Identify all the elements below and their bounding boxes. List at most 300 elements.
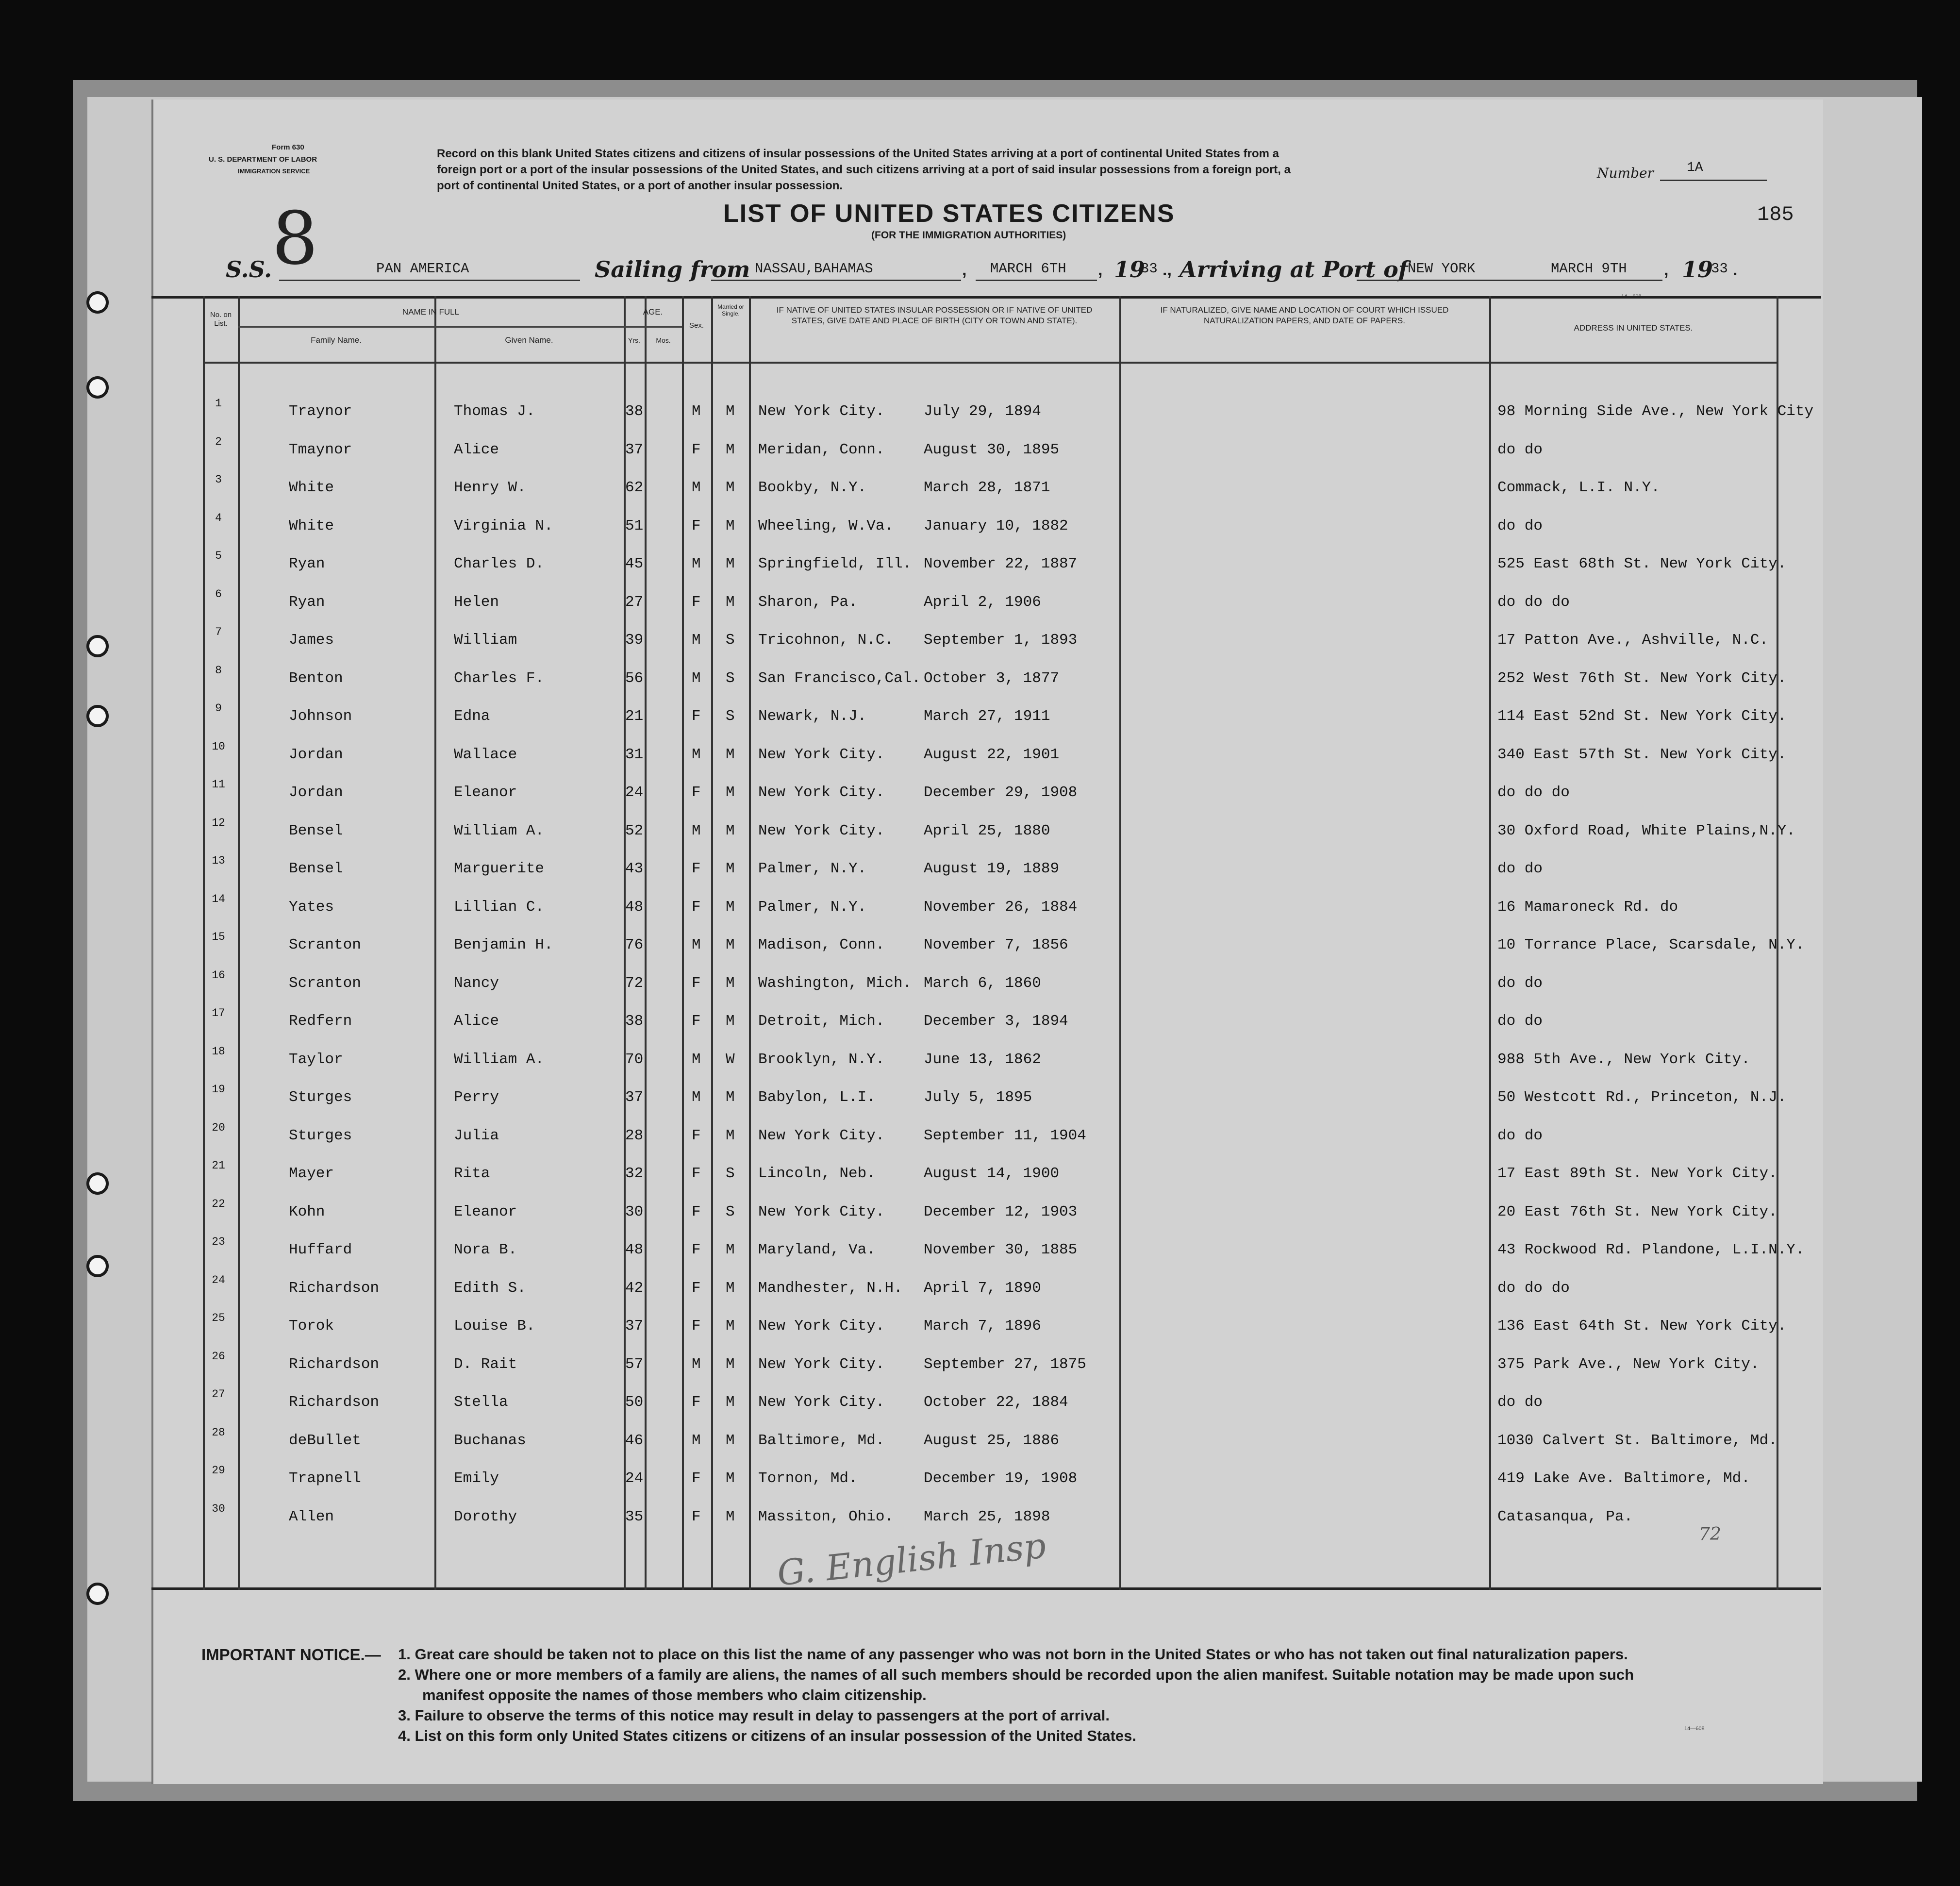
row-place: New York City. [758,1355,885,1373]
row-ms: M [726,822,735,839]
row-place: New York City. [758,822,885,839]
row-ms: W [726,1051,735,1068]
col-years: Yrs. [628,336,640,344]
row-address: 340 East 57th St. New York City. [1497,746,1787,763]
row-date: November 30, 1885 [924,1241,1078,1258]
row-date: April 25, 1880 [924,822,1050,839]
row-given: Marguerite [454,860,545,877]
row-age: 37 [625,441,644,458]
row-no: 7 [215,626,222,638]
row-address: do do [1497,517,1543,534]
row-age: 52 [625,822,644,839]
row-given: Nancy [454,974,499,992]
row-ms: M [726,1394,735,1411]
col-divider [1489,296,1491,1590]
row-address: do do [1497,1013,1543,1030]
row-place: Sharon, Pa. [758,593,858,611]
ship-name: PAN AMERICA [376,261,469,277]
row-place: San Francisco,Cal. [758,669,921,687]
row-address: 10 Torrance Place, Scarsdale, N.Y. [1497,936,1805,953]
service: IMMIGRATION SERVICE [238,167,310,175]
row-date: March 25, 1898 [924,1508,1050,1525]
row-date: September 27, 1875 [924,1355,1086,1373]
row-sex: F [692,1508,701,1525]
row-ms: S [726,1165,735,1182]
arrival-year-prefix: 19 [1682,256,1713,283]
row-no: 18 [212,1045,225,1058]
row-no: 4 [215,511,222,524]
row-place: Brooklyn, N.Y. [758,1051,885,1068]
row-given: Emily [454,1470,499,1487]
row-sex: F [692,860,701,877]
row-ms: S [726,1203,735,1220]
col-married-single: Married or Single. [717,303,744,317]
row-date: November 22, 1887 [924,555,1078,572]
row-age: 46 [625,1432,644,1449]
row-address: Commack, L.I. N.Y. [1497,479,1660,496]
row-address: do do [1497,1394,1543,1411]
row-address: 525 East 68th St. New York City. [1497,555,1787,572]
notice-item: manifest opposite the names of those members who claim citizenship. [422,1686,927,1703]
row-given: Edna [454,708,490,725]
row-place: Palmer, N.Y. [758,898,867,916]
row-no: 24 [212,1273,225,1286]
row-ms: M [726,1355,735,1373]
row-place: New York City. [758,403,885,420]
row-family: Scranton [289,974,361,992]
row-family: Bensel [289,822,343,839]
row-place: Wheeling, W.Va. [758,517,894,534]
row-family: Bensel [289,860,343,877]
row-given: Buchanas [454,1432,526,1449]
margin-mark: 72 [1699,1524,1721,1544]
row-family: Scranton [289,936,361,953]
row-place: Bookby, N.Y. [758,479,867,496]
row-sex: M [692,1051,701,1068]
row-age: 43 [625,860,644,877]
row-date: August 14, 1900 [924,1165,1060,1182]
punch-hole [86,705,109,727]
row-no: 26 [212,1350,225,1363]
row-date: July 29, 1894 [924,403,1041,420]
punch-hole [86,291,109,314]
row-family: Richardson [289,1355,380,1373]
row-no: 14 [212,892,225,905]
row-date: March 6, 1860 [924,974,1041,992]
row-age: 38 [625,1013,644,1030]
row-no: 29 [212,1464,225,1477]
header-divider [238,326,682,328]
col-family-name: Family Name. [311,335,362,345]
row-sex: M [692,669,701,687]
row-family: Ryan [289,593,325,611]
row-address: do do do [1497,1279,1570,1297]
row-sex: F [692,1165,701,1182]
row-family: Jordan [289,746,343,763]
form-number: Form 630 [272,143,304,151]
row-address: 1030 Calvert St. Baltimore, Md. [1497,1432,1777,1449]
row-date: August 30, 1895 [924,441,1060,458]
comma: , [1664,261,1669,279]
punch-hole [86,1255,109,1277]
row-address: 136 East 64th St. New York City. [1497,1318,1787,1335]
row-family: Torok [289,1318,334,1335]
row-family: Sturges [289,1127,352,1144]
row-place: Madison, Conn. [758,936,885,953]
row-given: William [454,632,517,649]
col-sex: Sex. [689,321,704,330]
row-ms: M [726,1470,735,1487]
row-ms: M [726,517,735,534]
row-address: 98 Morning Side Ave., New York City [1497,403,1814,420]
row-age: 37 [625,1318,644,1335]
row-age: 37 [625,1089,644,1106]
comma: ., [1163,261,1172,279]
row-date: March 28, 1871 [924,479,1050,496]
row-address: 114 East 52nd St. New York City. [1497,708,1787,725]
row-given: Charles D. [454,555,545,572]
row-place: Springfield, Ill. [758,555,912,572]
row-age: 76 [625,936,644,953]
row-ms: M [726,1318,735,1335]
row-given: Helen [454,593,499,611]
row-age: 42 [625,1279,644,1297]
row-ms: S [726,632,735,649]
col-birth-place-date: IF NATIVE OF UNITED STATES INSULAR POSSESSION OR IF NATIVE OF UNITED STATES, GIVE DATE AND PLACE OF BIRTH (CITY OR TOWN AND STATE). [776,305,1093,325]
row-sex: F [692,517,701,534]
row-place: Washington, Mich. [758,974,912,992]
notice-item: 3. Failure to observe the terms of this notice may result in delay to passengers at the port of arrival. [398,1707,1110,1724]
row-ms: M [726,1089,735,1106]
row-age: 45 [625,555,644,572]
row-date: August 25, 1886 [924,1432,1060,1449]
row-address: do do do [1497,593,1570,611]
col-address: ADDRESS IN UNITED STATES. [1574,323,1693,333]
row-given: Perry [454,1089,499,1106]
row-sex: F [692,593,701,611]
row-address: 17 East 89th St. New York City. [1497,1165,1777,1182]
row-address: Catasanqua, Pa. [1497,1508,1633,1525]
ship-underline [279,280,580,281]
row-place: Tornon, Md. [758,1470,858,1487]
row-family: Huffard [289,1241,352,1258]
row-ms: M [726,784,735,801]
row-age: 24 [625,1470,644,1487]
row-ms: M [726,746,735,763]
row-date: December 19, 1908 [924,1470,1078,1487]
row-given: Henry W. [454,479,526,496]
row-sex: F [692,898,701,916]
col-naturalization: IF NATURALIZED, GIVE NAME AND LOCATION OF COURT WHICH ISSUED NATURALIZATION PAPERS, AND DATE OF PAPERS. [1160,305,1449,325]
row-address: 50 Westcott Rd., Princeton, N.J. [1497,1089,1787,1106]
instruction-line: Record on this blank United States citizens and citizens of insular possessions of the United States arriving at a port of continental United States from a [437,147,1279,160]
row-no: 25 [212,1312,225,1324]
sailing-from: NASSAU,BAHAMAS [755,261,873,277]
row-ms: M [726,479,735,496]
punch-hole [86,635,109,657]
row-family: White [289,479,334,496]
row-given: Eleanor [454,784,517,801]
row-given: Edith S. [454,1279,526,1297]
notice-item: 1. Great care should be taken not to place on this list the name of any passenger who was not born in the United States or who has not taken out final naturalization papers. [398,1646,1628,1663]
row-age: 57 [625,1355,644,1373]
row-family: Traynor [289,403,352,420]
row-age: 28 [625,1127,644,1144]
print-code: 14—608 [1621,294,1642,300]
row-ms: S [726,708,735,725]
row-given: Stella [454,1394,508,1411]
row-address: 252 West 76th St. New York City. [1497,669,1787,687]
number-label: Number [1597,165,1654,181]
row-date: April 2, 1906 [924,593,1041,611]
department: U. S. DEPARTMENT OF LABOR [209,155,317,164]
col-divider [645,296,647,1590]
number-value: 1A [1687,160,1703,175]
row-family: Johnson [289,708,352,725]
sailing-date-underline [976,280,1097,281]
row-given: Virginia N. [454,517,553,534]
sailing-year-prefix: 19 [1114,256,1146,283]
row-sex: M [692,746,701,763]
number-underline [1660,180,1767,181]
row-sex: M [692,1089,701,1106]
row-no: 21 [212,1159,225,1172]
row-age: 70 [625,1051,644,1068]
row-given: D. Rait [454,1355,517,1373]
row-sex: F [692,1013,701,1030]
row-place: Lincoln, Neb. [758,1165,876,1182]
punch-hole [86,376,109,399]
row-family: Tmaynor [289,441,352,458]
page-title: LIST OF UNITED STATES CITIZENS [723,200,1175,228]
col-divider [1119,296,1121,1590]
row-family: Ryan [289,555,325,572]
row-age: 24 [625,784,644,801]
inspector-signature: G. English Insp [775,1525,1048,1594]
row-address: 419 Lake Ave. Baltimore, Md. [1497,1470,1750,1487]
row-date: November 7, 1856 [924,936,1068,953]
row-family: White [289,517,334,534]
row-given: Louise B. [454,1318,535,1335]
instruction-line: port of continental United States, or a port of another insular possession. [437,179,843,192]
row-date: July 5, 1895 [924,1089,1032,1106]
row-address: 43 Rockwood Rd. Plandone, L.I.N.Y. [1497,1241,1805,1258]
arrival-port: NEW YORK [1408,261,1476,277]
comma: , [962,261,967,279]
page-number: 185 [1757,203,1794,226]
instruction-line: foreign port or a port of the insular possessions of the United States, and such citizens arriving at a port of said insular possessions from a foreign port, a [437,163,1291,176]
row-no: 8 [215,664,222,677]
row-no: 2 [215,435,222,448]
row-date: June 13, 1862 [924,1051,1041,1068]
row-sex: M [692,632,701,649]
row-sex: F [692,1241,701,1258]
row-ms: M [726,860,735,877]
row-sex: F [692,708,701,725]
row-no: 5 [215,550,222,562]
row-place: Newark, N.J. [758,708,867,725]
row-given: William A. [454,1051,545,1068]
row-place: Maryland, Va. [758,1241,876,1258]
row-address: 20 East 76th St. New York City. [1497,1203,1777,1220]
row-place: New York City. [758,1318,885,1335]
notice-label: IMPORTANT NOTICE.— [201,1646,381,1664]
row-sex: F [692,974,701,992]
row-age: 21 [625,708,644,725]
row-address: do do [1497,1127,1543,1144]
row-age: 35 [625,1508,644,1525]
row-sex: F [692,1318,701,1335]
row-ms: S [726,669,735,687]
arrival-year: 33 [1711,261,1728,277]
instructions [437,146,1291,194]
row-no: 23 [212,1235,225,1248]
row-given: Eleanor [454,1203,517,1220]
row-place: Baltimore, Md. [758,1432,885,1449]
row-place: New York City. [758,746,885,763]
row-address: 30 Oxford Road, White Plains,N.Y. [1497,822,1795,839]
row-ms: M [726,974,735,992]
handwritten-mark: 8 [272,197,318,281]
row-given: Rita [454,1165,490,1182]
period: . [1733,261,1738,279]
row-age: 48 [625,898,644,916]
sailing-underline [711,280,961,281]
row-age: 31 [625,746,644,763]
row-ms: M [726,441,735,458]
col-age: AGE. [643,307,663,317]
row-address: do do [1497,860,1543,877]
row-given: Alice [454,441,499,458]
row-given: Alice [454,1013,499,1030]
ss-label: S.S. [226,256,272,283]
row-sex: F [692,1470,701,1487]
page-subtitle: (FOR THE IMMIGRATION AUTHORITIES) [871,230,1066,241]
row-family: Trapnell [289,1470,361,1487]
row-ms: M [726,403,735,420]
col-divider [434,296,436,1590]
row-sex: F [692,1279,701,1297]
col-divider [203,296,205,1590]
row-address: do do [1497,441,1543,458]
row-ms: M [726,555,735,572]
row-age: 56 [625,669,644,687]
row-no: 22 [212,1197,225,1210]
header-bottom-line [203,362,1777,364]
row-given: William A. [454,822,545,839]
row-age: 48 [625,1241,644,1258]
row-no: 16 [212,968,225,982]
row-date: March 27, 1911 [924,708,1050,725]
row-sex: M [692,1355,701,1373]
row-no: 6 [215,587,222,601]
row-ms: M [726,1013,735,1030]
row-given: Nora B. [454,1241,517,1258]
row-no: 30 [212,1502,225,1515]
row-date: December 29, 1908 [924,784,1078,801]
row-given: Wallace [454,746,517,763]
punch-hole [86,1172,109,1195]
row-age: 62 [625,479,644,496]
row-sex: M [692,403,701,420]
row-place: Tricohnon, N.C. [758,632,894,649]
notice-item: 2. Where one or more members of a family are aliens, the names of all such members should be recorded upon the alien manifest. Suitable notation may be made upon such [398,1666,1634,1683]
row-given: Julia [454,1127,499,1144]
row-age: 27 [625,593,644,611]
row-ms: M [726,1508,735,1525]
row-no: 12 [212,816,225,829]
row-family: Richardson [289,1394,380,1411]
sailing-date: MARCH 6TH [990,261,1066,277]
row-no: 1 [215,397,222,410]
col-name-in-full: NAME IN FULL [402,307,460,317]
row-family: Kohn [289,1203,325,1220]
row-age: 32 [625,1165,644,1182]
row-given: Charles F. [454,669,545,687]
row-address: do do [1497,974,1543,992]
row-place: New York City. [758,1394,885,1411]
row-given: Lillian C. [454,898,545,916]
row-no: 19 [212,1083,225,1096]
row-sex: M [692,555,701,572]
row-date: April 7, 1890 [924,1279,1041,1297]
row-address: 16 Mamaroneck Rd. do [1497,898,1678,916]
row-date: January 10, 1882 [924,517,1068,534]
sailing-year: 33 [1141,261,1158,277]
row-date: December 3, 1894 [924,1013,1068,1030]
notice-item: 4. List on this form only United States citizens or citizens of an insular possession of the United States. [398,1727,1136,1744]
col-divider [238,296,240,1590]
row-age: 30 [625,1203,644,1220]
row-age: 38 [625,403,644,420]
row-no: 15 [212,931,225,943]
row-no: 11 [212,778,225,791]
row-no: 27 [212,1388,225,1401]
col-months: Mos. [656,336,671,344]
row-no: 10 [212,740,225,753]
row-place: Meridan, Conn. [758,441,885,458]
row-family: deBullet [289,1432,361,1449]
row-date: August 22, 1901 [924,746,1060,763]
row-sex: M [692,936,701,953]
row-no: 20 [212,1121,225,1134]
row-no: 28 [212,1426,225,1439]
punch-hole [86,1583,109,1605]
comma: , [1098,261,1103,279]
row-family: Taylor [289,1051,343,1068]
row-family: James [289,632,334,649]
row-family: Allen [289,1508,334,1525]
arrival-date: MARCH 9TH [1551,261,1627,277]
col-given-name: Given Name. [505,335,553,345]
row-ms: M [726,1127,735,1144]
row-given: Dorothy [454,1508,517,1525]
row-address: 17 Patton Ave., Ashville, N.C. [1497,632,1769,649]
row-ms: M [726,1432,735,1449]
row-date: December 12, 1903 [924,1203,1078,1220]
row-family: Jordan [289,784,343,801]
row-family: Mayer [289,1165,334,1182]
row-place: New York City. [758,1203,885,1220]
arriving-label: Arriving at Port of [1179,256,1408,283]
col-number: No. on List. [210,311,232,328]
row-date: November 26, 1884 [924,898,1078,916]
row-age: 50 [625,1394,644,1411]
row-family: Richardson [289,1279,380,1297]
row-sex: F [692,1127,701,1144]
row-family: Benton [289,669,343,687]
arrival-underline [1357,280,1662,281]
